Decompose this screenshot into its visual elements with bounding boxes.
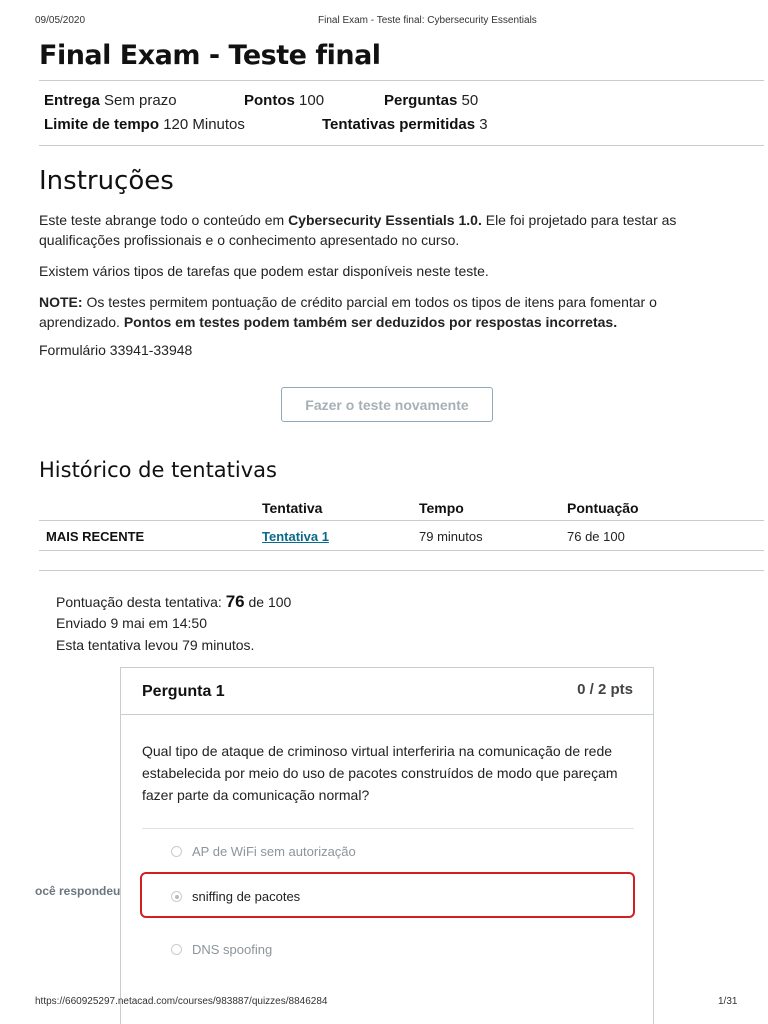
attempts-value: 3 xyxy=(479,116,488,133)
p1-text-a: Este teste abrange todo o conteúdo em xyxy=(39,212,289,228)
column-header-attempt: Tentativa xyxy=(262,500,323,516)
option-3[interactable] xyxy=(171,942,272,957)
history-heading: Histórico de tentativas xyxy=(39,458,277,482)
time-limit-value: 120 Minutos xyxy=(163,116,245,133)
questions-value: 50 xyxy=(461,92,479,109)
print-title: Final Exam - Teste final: Cybersecurity Essentials xyxy=(318,15,537,26)
divider xyxy=(39,80,764,81)
instructions-heading: Instruções xyxy=(39,166,174,196)
attempt-time: 79 minutos xyxy=(419,529,483,544)
due-label: Entrega xyxy=(44,92,100,109)
points-label: Pontos xyxy=(244,92,295,109)
page-title: Final Exam - Teste final xyxy=(39,40,381,71)
submitted-line: Enviado 9 mai em 14:50 xyxy=(56,615,207,631)
instructions-paragraph-1 xyxy=(39,210,739,250)
option-1[interactable] xyxy=(171,844,356,859)
question-card xyxy=(120,667,654,1024)
due-info xyxy=(44,92,177,109)
note-label: NOTE: xyxy=(39,294,83,310)
points-value: 100 xyxy=(299,92,325,109)
instructions-paragraph-2: Existem vários tipos de tarefas que podem estar disponíveis neste teste. xyxy=(39,263,489,279)
attempts-label: Tentativas permitidas xyxy=(322,116,476,133)
score-suffix: de 100 xyxy=(244,594,292,610)
option-label: sniffing de pacotes xyxy=(192,889,301,904)
row-label: MAIS RECENTE xyxy=(46,529,145,544)
p1-bold: Cybersecurity Essentials 1.0. xyxy=(288,212,482,228)
attempt-link[interactable]: Tentativa 1 xyxy=(262,529,329,544)
points-info xyxy=(244,92,324,109)
print-page-number: 1/31 xyxy=(718,996,738,1007)
question-title: Pergunta 1 xyxy=(142,683,225,700)
column-header-time: Tempo xyxy=(419,500,464,516)
due-value: Sem prazo xyxy=(104,92,177,109)
table-divider xyxy=(39,520,764,521)
form-number: Formulário 33941-33948 xyxy=(39,342,193,358)
answered-highlight xyxy=(140,872,635,918)
divider xyxy=(39,570,764,571)
question-header xyxy=(121,668,653,715)
duration-line: Esta tentativa levou 79 minutos. xyxy=(56,637,255,653)
instructions-paragraph-3 xyxy=(39,292,739,332)
column-header-score: Pontuação xyxy=(567,500,639,516)
p1-text-b: Ele foi projetado para testar as qualificações profissionais e o conhecimento apresentado no curso. xyxy=(39,212,677,248)
radio-icon xyxy=(171,846,182,857)
p3-bold: Pontos em testes podem também ser deduzidos por respostas incorretas. xyxy=(123,314,618,330)
divider xyxy=(39,145,764,146)
print-date: 09/05/2020 xyxy=(35,15,86,26)
retake-quiz-button[interactable]: Fazer o teste novamente xyxy=(281,387,493,422)
score-value: 76 xyxy=(225,592,245,611)
time-limit-label: Limite de tempo xyxy=(44,116,160,133)
score-label: Pontuação desta tentativa: xyxy=(56,594,226,610)
attempt-score: 76 de 100 xyxy=(567,529,625,544)
table-divider xyxy=(39,550,764,551)
attempt-score-line xyxy=(56,592,291,612)
radio-icon xyxy=(171,944,182,955)
option-label: DNS spoofing xyxy=(192,942,273,957)
you-answered-label: ocê respondeu xyxy=(35,884,121,898)
option-divider xyxy=(142,828,634,829)
print-url: https://660925297.netacad.com/courses/983887/quizzes/8846284 xyxy=(35,996,328,1007)
attempts-info xyxy=(322,116,488,133)
question-points: 0 / 2 pts xyxy=(577,681,633,698)
option-label: AP de WiFi sem autorização xyxy=(192,844,356,859)
p3-text: Os testes permitem pontuação de crédito parcial em todos os tipos de itens para fomentar o aprendizado. xyxy=(39,294,657,330)
time-limit-info xyxy=(44,116,245,133)
question-text: Qual tipo de ataque de criminoso virtual interferiria na comunicação de rede estabelecida por meio do uso de pacotes construídos de modo que pareçam fazer parte da comunicação normal? xyxy=(142,743,618,803)
questions-info xyxy=(384,92,478,109)
questions-label: Perguntas xyxy=(384,92,458,109)
